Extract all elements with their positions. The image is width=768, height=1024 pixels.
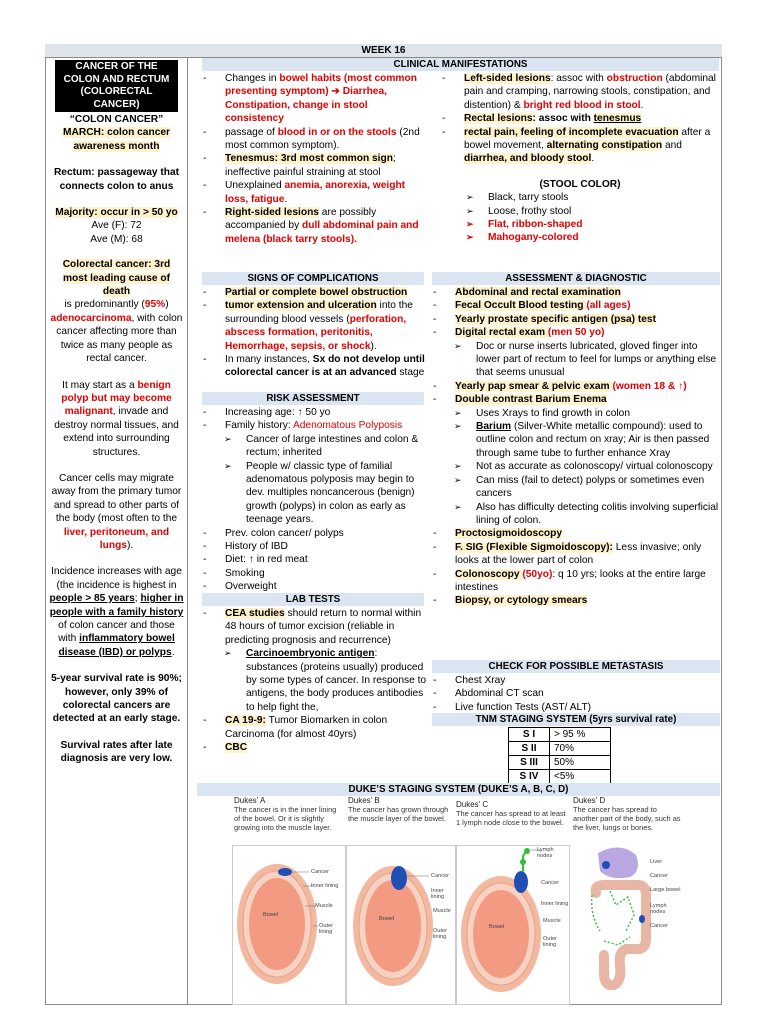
barium-sub: ➢ Can miss (fail to detect) polyps or sometimes even cancers xyxy=(453,474,720,501)
stool-item: ➢ Loose, frothy stool xyxy=(465,205,721,218)
stool-color-title: (STOOL COLOR) xyxy=(539,178,621,190)
leading-cause: Colorectal cancer: 3rd most leading cause of death xyxy=(62,259,171,298)
barium-sub: ➢ Barium (Silver-White metallic compound): used to outline colon and rectum on xray; Air is then passed through same tube to further enhance Xray xyxy=(453,420,720,460)
risk-list xyxy=(200,406,428,594)
assessment-dre: - Digital rectal exam (men 50 yo) ➢ Doc or nurse inserts lubricated, gloved finger into lower part of rectum to feel for lumps or anything else that seems unusual xyxy=(430,326,720,380)
barium-sub: ➢ Uses Xrays to find growth in colon xyxy=(453,407,720,420)
lab-header: LAB TESTS xyxy=(202,593,424,606)
assessment-header: ASSESSMENT & DIAGNOSTIC xyxy=(432,272,720,285)
metastasis-header: CHECK FOR POSSIBLE METASTASIS xyxy=(432,660,720,673)
clinical-item-rectal-pain: - rectal pain, feeling of incomplete evacuation after a bowel movement, alternating constipation and diarrhea, and bloody stool. xyxy=(439,126,721,166)
clinical-left-list xyxy=(200,72,428,246)
risk-family: - Family history: Adenomatous Polyposis ➢ Cancer of large intestines and colon & rectum; inherited ➢ People w/ classic type of familial adenomatous polyposis may begin to dev. multiples noncancerous (benign) growth (polyps) in colon as early as teenage years. xyxy=(200,419,428,526)
stool-item: ➢ Mahogany-colored xyxy=(465,231,721,244)
week-header: WEEK 16 xyxy=(45,44,722,58)
metastasis-list xyxy=(430,674,720,714)
complications-header: SIGNS OF COMPLICATIONS xyxy=(202,272,424,285)
table-row: S II 70% xyxy=(509,742,611,756)
assessment-colonoscopy: - Colonoscopy (50yo): q 10 yrs; looks at the entire large intestines xyxy=(430,568,720,595)
dukes-d-caption: Dukes' D The cancer has spread to another part of the body, such as the liver, lungs or bones. xyxy=(573,796,681,832)
assessment-psa: - Yearly prostate specific antigen (psa) test xyxy=(430,313,720,326)
lab-cea-sub: ➢ Carcinoembryonic antigen: substances (proteins usually) produced by some types of cancer. In response to antigens, the body produces antibodies to help fight the, xyxy=(223,647,428,714)
table-row: S IV <5% xyxy=(509,770,611,784)
para-survival: 5-year survival rate is 90%; however, only 39% of colorectal cancers are detected at an early stage. xyxy=(51,673,182,725)
assessment-dre-sub: ➢ Doc or nurse inserts lubricated, gloved finger into lower part of rectum to feel for lumps or anything else that seems unusual xyxy=(453,340,720,380)
tnm-table xyxy=(508,727,611,784)
assessment-fobt: - Fecal Occult Blood testing (all ages) xyxy=(430,299,720,312)
assessment-biopsy: - Biopsy, or cytology smears xyxy=(430,594,720,607)
lab-cea: - CEA studies should return to normal within 48 hours of tumor excision (reliable in predicting prognosis and recurrence) ➢ Carcinoembryonic antigen: substances (proteins usually) produced by some types of cancer. In response to antigens, the body produces antibodies to help fight the, xyxy=(200,607,428,714)
complication-sx: - In many instances, Sx do not develop until colorectal cancer is at an advanced stage xyxy=(200,353,428,380)
clinical-item-tenesmus: - Tenesmus: 3rd most common sign; ineffective painful straining at stool xyxy=(200,152,428,179)
left-title: CANCER OF THE COLON AND RECTUM (COLORECTAL CANCER) xyxy=(55,60,178,112)
left-column xyxy=(46,58,188,1004)
dukes-header: DUKE’S STAGING SYSTEM (DUKE’S A, B, C, D) xyxy=(197,783,720,796)
tnm-header: TNM STAGING SYSTEM (5yrs survival rate) xyxy=(432,713,720,726)
assessment-procto: - Proctosigmoidoscopy xyxy=(430,527,720,540)
dukes-c-caption: Dukes' C The cancer has spread to at least 1 lymph node close to the bowel. xyxy=(456,800,566,827)
dukes-a-illustration: Cancer Inner lining Muscle Outer lining Bowel xyxy=(232,845,346,1005)
dukes-d-illustration: Liver Cancer Large bowel Lymph nodes Cancer xyxy=(570,845,682,1003)
stool-color-list xyxy=(439,191,721,245)
risk-overweight: - Overweight xyxy=(200,580,428,593)
risk-header: RISK ASSESSMENT xyxy=(202,392,424,405)
clinical-item-left-sided: - Left-sided lesions: assoc with obstruction (abdominal pain and cramping, narrowing stools, constipation, and distention) & bright red blood in stool. xyxy=(439,72,721,112)
dukes-b-illustration: Cancer Inner lining Muscle Outer lining Bowel xyxy=(346,845,456,1005)
clinical-item-blood: - passage of blood in or on the stools (2nd most common symptom). xyxy=(200,126,428,153)
complication-obstruction: - Partial or complete bowel obstruction xyxy=(200,286,428,299)
stool-item: ➢ Flat, ribbon-shaped xyxy=(465,218,721,231)
barium-sub: ➢ Also has difficulty detecting colitis involving superficial lining of colon. xyxy=(453,501,720,528)
assessment-exam: - Abdominal and rectal examination xyxy=(430,286,720,299)
para-benign: It may start as a benign polyp but may become malignant, invade and destroy normal tissues, and extend into surrounding structures. xyxy=(54,379,179,458)
risk-age: - Increasing age: ↑ 50 yo xyxy=(200,406,428,419)
march-text: MARCH: colon cancer awareness month xyxy=(63,127,170,152)
clinical-right-list xyxy=(439,72,721,245)
risk-smoking: - Smoking xyxy=(200,567,428,580)
ave-m: Ave (M): 68 xyxy=(90,233,143,245)
metastasis-item: - Live function Tests (AST/ ALT) xyxy=(430,701,720,714)
table-row: S I > 95 % xyxy=(509,728,611,742)
assessment-list xyxy=(430,286,720,608)
clinical-header: CLINICAL MANIFESTATIONS xyxy=(202,58,719,71)
ave-f: Ave (F): 72 xyxy=(91,220,142,232)
complications-list xyxy=(200,286,428,380)
dukes-b-caption: Dukes' B The cancer has grown through the muscle layer of the bowel. xyxy=(348,796,449,823)
rectum-text: Rectum: passageway that connects colon to anus xyxy=(53,167,180,192)
para-incidence: Incidence increases with age (the incidence is highest in people > 85 years; higher in people with a family history of colon cancer and those with inflammatory bowel disease (IBD) or polyps. xyxy=(49,566,184,658)
clinical-item-right-sided: - Right-sided lesions are possibly accompanied by dull abdominal pain and melena (black tarry stools). xyxy=(200,206,428,246)
risk-ibd: - History of IBD xyxy=(200,540,428,553)
risk-diet: - Diet: ↑ in red meat xyxy=(200,553,428,566)
barium-sub: ➢ Not as accurate as colonoscopy/ virtual colonoscopy xyxy=(453,460,720,473)
para-late: Survival rates after late diagnosis are very low. xyxy=(60,739,173,765)
metastasis-item: - Abdominal CT scan xyxy=(430,687,720,700)
majority-text: Majority: occur in > 50 yo xyxy=(55,207,178,219)
lab-cbc: - CBC xyxy=(200,741,428,754)
clinical-item-bowel: - Changes in bowel habits (most common presenting symptom) ➔ Diarrhea, Constipation, change in stool consistency xyxy=(200,72,428,126)
risk-family-sub: ➢ Cancer of large intestines and colon & rectum; inherited xyxy=(223,433,428,460)
complication-tumor-extension: - tumor extension and ulceration into the surrounding blood vessels (perforation, abscess formation, peritonitis, Hemorrhage, sepsis, or shock). xyxy=(200,299,428,353)
stool-item: ➢ Black, tarry stools xyxy=(465,191,721,204)
clinical-item-anemia: - Unexplained anemia, anorexia, weight loss, fatigue. xyxy=(200,179,428,206)
dukes-c-illustration: Lymph nodes Cancer Inner lining Muscle Outer lining Bowel xyxy=(456,845,570,1005)
risk-family-sub: ➢ People w/ classic type of familial adenomatous polyposis may begin to dev. multiples noncancerous (benign) growth (polyps) in colon as early as teenage years. xyxy=(223,460,428,527)
table-row: S III 50% xyxy=(509,756,611,770)
lab-list xyxy=(200,607,428,754)
metastasis-item: - Chest Xray xyxy=(430,674,720,687)
assessment-barium: - Double contrast Barium Enema ➢ Uses Xrays to find growth in colon ➢ Barium (Silver-White metallic compound): used to outline colon and rectum on xray; Air is then passed through same tube to further enhance Xray ➢ Not as accurate as colonoscopy/ virtual colonoscopy ➢ Can miss (fail to detect) polyps or sometimes even cancers ➢ Also has difficulty detecting colitis involving superficial lining of colon. xyxy=(430,393,720,527)
left-subtitle: “COLON CANCER” xyxy=(69,114,164,125)
assessment-fsig: - F. SIG (Flexible Sigmoidoscopy): Less invasive; only looks at the lower part of colon xyxy=(430,541,720,568)
dukes-a-caption: Dukes' A The cancer is in the inner lining of the bowel. Or it is slightly growing into the muscle layer. xyxy=(234,796,337,832)
lab-ca199: - CA 19-9: Tumor Biomarken in colon Carcinoma (for almost 40yrs) xyxy=(200,714,428,741)
para-adenocarcinoma: is predominantly (95%) adenocarcinoma, with colon cancer affecting more than twice as many people as rectal cancer. xyxy=(50,299,183,365)
para-migrate: Cancer cells may migrate away from the primary tumor and spread to other parts of the body (most often to the liver, peritoneum, and lungs). xyxy=(51,472,182,551)
risk-prev-cancer: - Prev. colon cancer/ polyps xyxy=(200,527,428,540)
clinical-item-rectal: - Rectal lesions: assoc with tenesmus xyxy=(439,112,721,125)
assessment-pap: - Yearly pap smear & pelvic exam (women 18 & ↑) xyxy=(430,380,720,393)
